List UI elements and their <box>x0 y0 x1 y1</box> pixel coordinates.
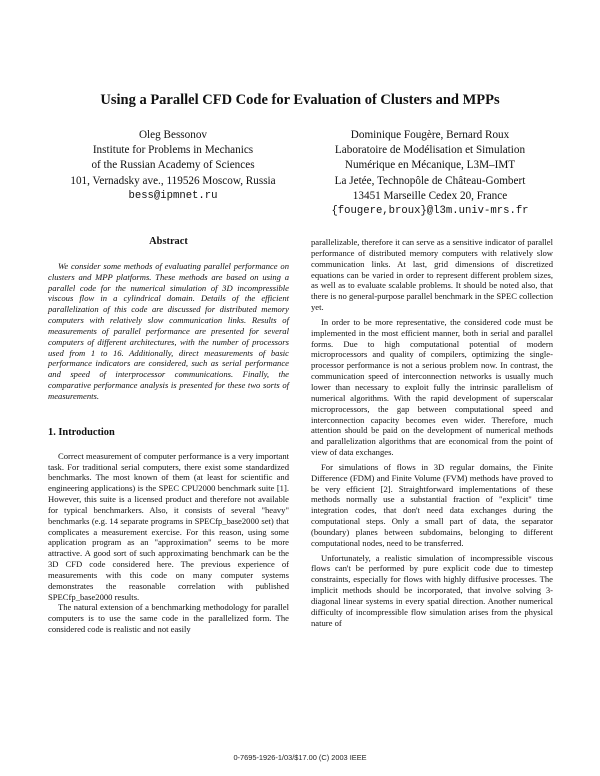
paragraph: parallelizable, therefore it can serve as a sensitive indicator of parallel performance of distributed memory computers with relatively slow communication links. At last, grid dimensions of discretized equations can be varied in order to represent different problem sizes, as well as to evaluate scalable problems. It should be noted also, that there is no general-purpose parallel benchmark in the SPEC collection yet. <box>311 237 553 313</box>
author-email: {fougere,broux}@l3m.univ-mrs.fr <box>331 205 529 218</box>
paragraph: Correct measurement of computer performance is a very important task. For traditional serial computers, there exist some standardized benchmarks. The most known of them (at least for scientific and engineering applications) is the SPEC CPU2000 benchmark suite [1]. However, this suite is a licensed product and therefore not available for typical benchmarkers. Also, it consists of several "heavy" benchmarks (e.g. 14 separate programs in SPECfp_base2000 set) that complicates a measurement exercise. For this reason, using some application program as an "approximation" seems to be more attractive. A good sort of such approximating benchmark can be the 3D CFD code considered here. The previous experience of measurements with this code on many computer systems demonstrates the reasonable correlation with published SPECfp_base2000 results. <box>48 450 289 602</box>
author-affiliation: of the Russian Academy of Sciences <box>91 159 255 172</box>
left-column <box>48 237 289 635</box>
author-email: bess@ipmnet.ru <box>128 189 218 202</box>
paragraph: For simulations of flows in 3D regular domains, the Finite Difference (FDM) and Finite Volume (FVM) methods have proved to be very efficient [2]. Straightforward implementations of these methods normally use a substantial fraction of "explicit" time integration codes, that don't need data exchanges during the computational steps. Only a small part of data, the separator (boundary) planes between subdomains, belonging to different computational nodes, need to be transferred. <box>311 461 553 548</box>
section-heading: 1. Introduction <box>48 426 115 438</box>
author-name: Oleg Bessonov <box>138 129 208 141</box>
author-affiliation: Numérique en Mécanique, L3M–IMT <box>344 159 516 172</box>
author-name: Dominique Fougère, Bernard Roux <box>350 129 510 141</box>
abstract-text: We consider some methods of evaluating parallel performance on clusters and MPP platforms. These methods are based on using a parallel code for the numerical simulation of 3D incompressible viscous flow in a cylindrical domain. Details of the efficient parallelization of this code are discussed for distributed memory computers with relatively slow communication links. Results of measurements of parallel performance are presented for several computers of different architectures, with the number of processors used from 1 to 16. Additionally, direct measurements of basic performance indicators are considered, such as serial performance and speed of interprocessor communications. Finally, the comparative performance analysis is presented for these two sorts of measurements. <box>48 260 289 401</box>
author-address: 13451 Marseille Cedex 20, France <box>352 189 508 202</box>
copyright-footer: 0-7695-1926-1/03/$17.00 (C) 2003 IEEE <box>233 753 367 762</box>
paragraph: Unfortunately, a realistic simulation of incompressible viscous flows can't be performed by pure explicit code due to timestep constraints, especially for flows with highly diffusive processes. The implicit methods should be incorporated, that involve solving 3-diagonal linear systems in every spatial direction. Another numerical difficulty of incompressible flow simulation arises from the physical nature of <box>311 552 553 628</box>
author-address: 101, Vernadsky ave., 119526 Moscow, Russia <box>70 174 276 187</box>
paragraph: The natural extension of a benchmarking methodology for parallel computers is to use the same code in the parallelized form. The considered code is realistic and not easily <box>48 602 289 635</box>
paper-title: Using a Parallel CFD Code for Evaluation of Clusters and MPPs <box>100 92 500 108</box>
right-column <box>311 237 553 629</box>
abstract-heading: Abstract <box>149 236 188 247</box>
author-affiliation: Laboratoire de Modélisation et Simulation <box>334 144 526 157</box>
author-address: La Jetée, Technopôle de Château-Gombert <box>334 174 526 187</box>
author-block-2 <box>302 128 558 219</box>
paragraph: In order to be more representative, the considered code must be implemented in the most efficient manner, both in serial and parallel forms. Due to high computational potential of modern microprocessors and quality of compilers, optimizing the single-processor performance is not a serious problem now. In contrast, the communication speed of interconnection networks is usually much lower than necessary to exploit fully the intrinsic parallelism of numerical algorithms. With the rapid development of superscalar microprocessors, the gap between computational speed and interconnection capacity becomes even wider. Therefore, much attention should be paid on the development of numerical methods and parallelization algorithms that are economical from the point of view of data exchanges. <box>311 316 553 458</box>
author-block-1 <box>48 128 298 204</box>
author-affiliation: Institute for Problems in Mechanics <box>92 144 254 157</box>
